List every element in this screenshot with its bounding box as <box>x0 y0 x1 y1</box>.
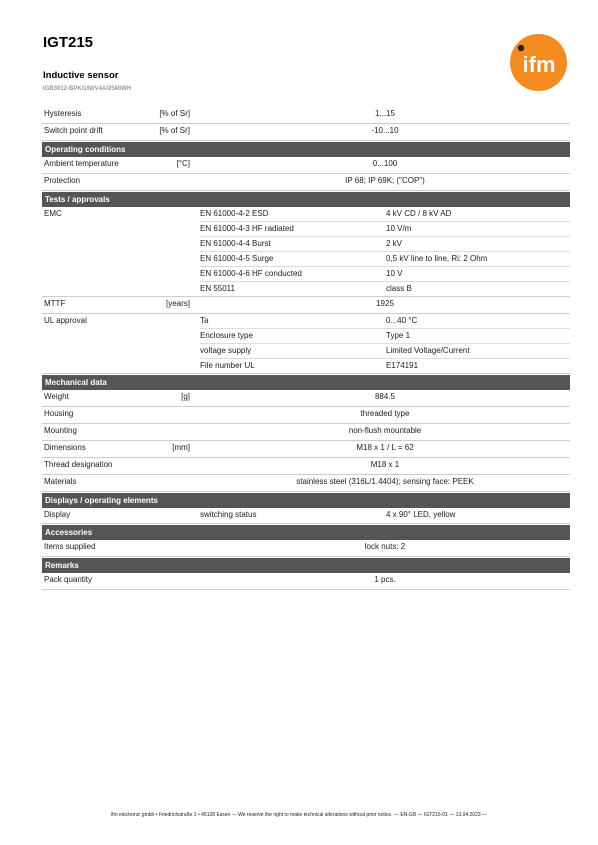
row-label: UL approval <box>44 316 87 325</box>
emc-test: EN 61000-4-3 HF radiated <box>200 224 294 233</box>
row-label: Dimensions <box>44 443 86 452</box>
page-footer: ifm electronic gmbh • Friedrichstraße 1 • 45128 Essen — We reserve the right to make technical alterations without prior notice. — EN-GB — IGT215-01 — 13.04.2023 — <box>110 812 488 818</box>
row-value: 0...100 <box>372 159 398 168</box>
section-heading: Remarks <box>42 558 570 573</box>
emc-value: 0,5 kV line to line, Ri: 2 Ohm <box>386 254 488 263</box>
display-value: 4 x 90° LED, yellow <box>386 510 456 519</box>
row-value: non-flush mountable <box>348 426 422 435</box>
row-label: MTTF <box>44 299 66 308</box>
row-unit <box>149 458 192 474</box>
emc-value: 4 kV CD / 8 kV AD <box>386 209 452 218</box>
datasheet-table <box>42 107 570 590</box>
table-row <box>42 174 570 191</box>
page-title: IGT215 <box>43 34 94 51</box>
ul-value: Type 1 <box>386 331 411 340</box>
emc-value: class B <box>386 284 412 293</box>
row-value: IP 68; IP 69K; ("COP") <box>345 176 425 185</box>
section-heading: Mechanical data <box>42 375 570 390</box>
row-label: Thread designation <box>44 460 113 469</box>
row-label: Switch point drift <box>44 126 103 135</box>
emc-value: 2 kV <box>386 239 403 248</box>
table-row <box>42 407 570 424</box>
table-row <box>42 475 570 492</box>
table-row <box>42 207 570 297</box>
table-row <box>42 458 570 475</box>
table-row <box>42 540 570 557</box>
row-unit: [% of Sr] <box>159 126 190 135</box>
row-label: Display <box>44 510 71 519</box>
emc-value: 10 V/m <box>386 224 412 233</box>
row-unit: [°C] <box>176 159 190 168</box>
ifm-logo <box>510 34 567 91</box>
row-label: Protection <box>44 176 81 185</box>
table-row <box>42 424 570 441</box>
ul-key: Ta <box>200 316 209 325</box>
row-value: threaded type <box>360 409 410 418</box>
row-label: Ambient temperature <box>44 159 119 168</box>
section-heading: Displays / operating elements <box>42 493 570 508</box>
row-value: 1925 <box>376 299 394 308</box>
row-value: -10...10 <box>371 126 399 135</box>
row-value: M18 x 1 / L = 62 <box>356 443 414 452</box>
ul-value: 0...40 °C <box>386 316 418 325</box>
table-row <box>42 390 570 407</box>
section-heading: Accessories <box>42 525 570 540</box>
row-value: 1 pcs. <box>374 575 396 584</box>
ul-key: Enclosure type <box>200 331 253 340</box>
row-unit: [mm] <box>172 443 190 452</box>
row-unit <box>149 424 192 440</box>
ul-key: voltage supply <box>200 346 252 355</box>
row-label: Pack quantity <box>44 575 93 584</box>
table-row <box>42 297 570 314</box>
row-label: Items supplied <box>44 542 96 551</box>
table-row <box>42 314 570 374</box>
row-label: EMC <box>44 209 62 218</box>
row-label: Hysteresis <box>44 109 82 118</box>
svg-text:ifm: ifm <box>522 52 556 77</box>
row-label: Weight <box>44 392 69 401</box>
row-unit: [% of Sr] <box>159 109 190 118</box>
row-unit <box>149 475 192 491</box>
table-row <box>42 508 570 524</box>
display-key: switching status <box>200 510 257 519</box>
row-unit: [g] <box>181 392 190 401</box>
product-subtitle: Inductive sensor <box>43 70 119 81</box>
emc-test: EN 61000-4-4 Burst <box>200 239 271 248</box>
row-value: 884.5 <box>374 392 396 401</box>
emc-test: EN 61000-4-6 HF conducted <box>200 269 302 278</box>
row-value: 1...15 <box>374 109 395 118</box>
table-row <box>42 573 570 590</box>
row-unit <box>149 407 192 423</box>
section-heading: Tests / approvals <box>42 192 570 207</box>
emc-test: EN 61000-4-5 Surge <box>200 254 274 263</box>
row-label: Materials <box>44 477 77 486</box>
row-unit: [years] <box>165 299 190 308</box>
row-label: Housing <box>44 409 74 418</box>
ul-key: File number UL <box>200 361 255 370</box>
ul-value: Limited Voltage/Current <box>386 346 470 355</box>
emc-test: EN 61000-4-2 ESD <box>200 209 269 218</box>
ul-value: E174191 <box>386 361 419 370</box>
row-value: lock nuts: 2 <box>364 542 406 551</box>
row-value: M18 x 1 <box>370 460 400 469</box>
row-unit <box>149 174 192 190</box>
product-code: IGB3012-BPKG/M/V4A/25M/WH <box>43 86 132 92</box>
row-label: Mounting <box>44 426 77 435</box>
section-heading: Operating conditions <box>42 142 570 157</box>
emc-test: EN 55011 <box>200 284 235 293</box>
emc-value: 10 V <box>386 269 403 278</box>
row-value: stainless steel (316L/1.4404); sensing face: PEEK <box>296 477 474 486</box>
table-row <box>42 157 570 174</box>
table-row <box>42 107 570 124</box>
table-row <box>42 441 570 458</box>
table-row <box>42 124 570 141</box>
